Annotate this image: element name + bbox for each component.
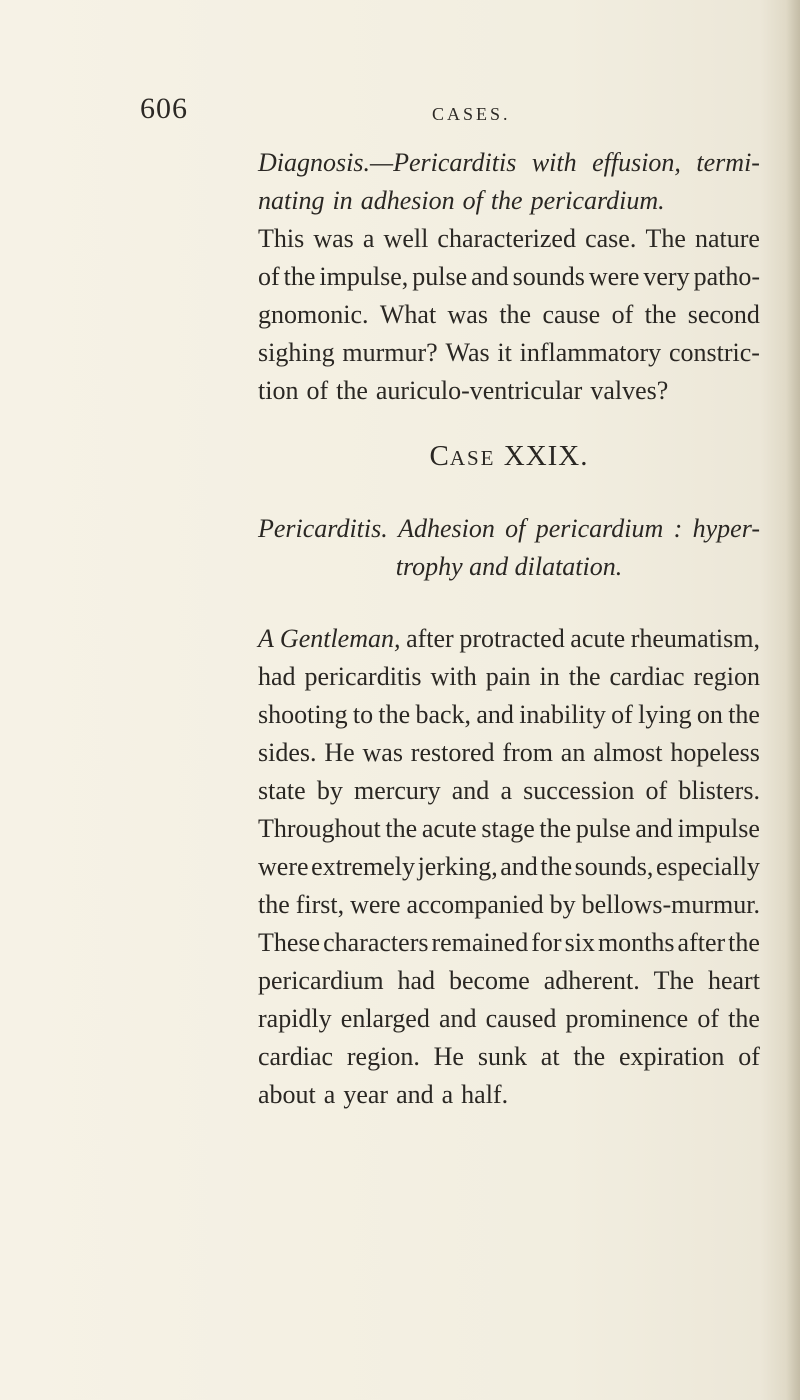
word: were <box>258 852 309 881</box>
word: Diagnosis.—Pericarditis <box>258 148 517 177</box>
word: inability <box>519 700 606 729</box>
word: case. <box>585 224 637 253</box>
text-line <box>258 372 760 410</box>
case-heading-numeral: XXIX. <box>503 440 589 472</box>
word: Adhesion <box>398 514 495 543</box>
word: This <box>258 224 305 253</box>
word: pericarditis <box>304 662 422 691</box>
word: rheumatism, <box>630 624 760 653</box>
word: first, <box>295 890 345 919</box>
word: murmur? <box>342 338 438 367</box>
case-subtitle <box>258 510 760 586</box>
text-line <box>258 620 760 658</box>
word: characters <box>323 928 429 957</box>
word: were <box>588 262 640 291</box>
word: Throughout <box>258 814 381 843</box>
word: sides. <box>258 738 317 767</box>
word: half. <box>461 1080 509 1109</box>
text-line <box>258 510 760 548</box>
word: the <box>728 1004 760 1033</box>
word: of <box>462 186 483 215</box>
word: after <box>406 624 454 653</box>
case-opening: A Gentleman, <box>258 624 401 653</box>
word: almost <box>593 738 663 767</box>
case-heading <box>258 440 760 473</box>
word: back, <box>415 700 472 729</box>
word: The <box>645 224 686 253</box>
text-line <box>258 886 760 924</box>
word: remained <box>431 928 529 957</box>
word: state <box>258 776 306 805</box>
word: from <box>502 738 553 767</box>
word: valves? <box>590 376 669 405</box>
word: of <box>738 1042 760 1071</box>
text-line <box>258 658 760 696</box>
word: stage <box>481 814 535 843</box>
word: a <box>500 776 512 805</box>
word: the <box>499 300 532 329</box>
word: on <box>696 700 723 729</box>
word: of <box>611 700 633 729</box>
word: were <box>350 890 401 919</box>
word: six <box>564 928 595 957</box>
word: and <box>396 1080 434 1109</box>
word: the <box>490 186 523 215</box>
word: patho- <box>693 262 760 291</box>
word: shooting <box>258 700 348 729</box>
word: of <box>645 776 668 805</box>
running-head <box>140 92 760 132</box>
word: protracted <box>459 624 565 653</box>
case-heading-smallcaps: ASE <box>449 446 496 470</box>
word: nating <box>258 186 325 215</box>
word: gnomonic. <box>258 300 369 329</box>
word: by <box>549 890 576 919</box>
word: tion <box>258 376 299 405</box>
word: with <box>430 662 477 691</box>
word: a <box>362 224 375 253</box>
word: restored <box>410 738 495 767</box>
text-line <box>258 1038 760 1076</box>
word: the <box>283 262 316 291</box>
word: lying <box>638 700 692 729</box>
word: region. <box>346 1042 420 1071</box>
word: He <box>433 1042 464 1071</box>
word: succession <box>523 776 635 805</box>
word: region <box>693 662 760 691</box>
word: the <box>378 700 411 729</box>
word: with <box>531 148 577 177</box>
word: and <box>471 262 509 291</box>
word: bellows-murmur. <box>581 890 760 919</box>
word: He <box>324 738 355 767</box>
word: caused <box>485 1004 557 1033</box>
word: very <box>643 262 690 291</box>
word: extremely <box>311 852 416 881</box>
word: well <box>383 224 429 253</box>
page-edge-shadow <box>786 0 800 1400</box>
word: pericardium <box>535 514 664 543</box>
word: cardiac <box>609 662 685 691</box>
word: pulse <box>575 814 631 843</box>
word: hopeless <box>670 738 760 767</box>
text-line <box>258 810 760 848</box>
text-line <box>258 258 760 296</box>
word: second <box>687 300 760 329</box>
text-line <box>258 144 760 182</box>
word: the <box>385 814 418 843</box>
word: pericardium. <box>530 186 665 215</box>
word: about <box>258 1080 316 1109</box>
word: sunk <box>477 1042 527 1071</box>
word: : <box>673 514 683 543</box>
word: the <box>644 300 677 329</box>
word: in <box>539 662 560 691</box>
word: termi- <box>696 148 760 177</box>
word: the <box>540 852 573 881</box>
word: of <box>306 376 329 405</box>
word: The <box>653 966 695 995</box>
word: in <box>332 186 353 215</box>
word: had <box>397 966 436 995</box>
word: become <box>448 966 530 995</box>
text-line <box>258 924 760 962</box>
word: pain <box>485 662 531 691</box>
word: accompanied <box>406 890 544 919</box>
word: to <box>352 700 374 729</box>
word: enlarged <box>340 1004 430 1033</box>
word: What <box>379 300 437 329</box>
page-number: 606 <box>140 92 188 125</box>
text-line <box>258 696 760 734</box>
word: pulse <box>412 262 468 291</box>
word: heart <box>707 966 760 995</box>
running-title: CASES. <box>432 104 511 124</box>
case-body-paragraph <box>258 620 760 1114</box>
word: jerking, <box>417 852 498 881</box>
word: the <box>728 928 760 957</box>
text-line <box>258 334 760 372</box>
word: of <box>258 262 280 291</box>
word: cause <box>542 300 601 329</box>
word: was <box>447 300 488 329</box>
word: the <box>336 376 368 405</box>
word: the <box>728 700 760 729</box>
word: sighing <box>258 338 335 367</box>
word: constric- <box>668 338 760 367</box>
word: blisters. <box>678 776 760 805</box>
word: sounds <box>512 262 585 291</box>
word: of <box>611 300 634 329</box>
word: hyper- <box>692 514 760 543</box>
word: characterized <box>437 224 576 253</box>
word: year <box>343 1080 389 1109</box>
word: was <box>362 738 403 767</box>
word: adherent. <box>543 966 640 995</box>
word: mercury <box>353 776 441 805</box>
word: an <box>560 738 586 767</box>
word: was <box>313 224 354 253</box>
word: the <box>573 1042 606 1071</box>
word: acute <box>570 624 626 653</box>
text-line <box>258 1076 760 1114</box>
word: cardiac <box>258 1042 334 1071</box>
diagnosis-paragraph <box>258 144 760 410</box>
word: and <box>451 776 490 805</box>
word: of <box>505 514 526 543</box>
word: adhesion <box>360 186 455 215</box>
word: effusion, <box>592 148 681 177</box>
word: months <box>597 928 675 957</box>
word: and <box>500 852 538 881</box>
text-line <box>258 848 760 886</box>
word: These <box>258 928 321 957</box>
word: nature <box>694 224 760 253</box>
word: acute <box>421 814 477 843</box>
text-line <box>258 1000 760 1038</box>
word: pericardium <box>258 966 384 995</box>
word: the <box>539 814 572 843</box>
word: a <box>441 1080 454 1109</box>
word: a <box>323 1080 336 1109</box>
word: impulse, <box>319 262 409 291</box>
word: at <box>540 1042 560 1071</box>
word: inflammatory <box>519 338 662 367</box>
word: and <box>438 1004 477 1033</box>
word: the <box>258 890 290 919</box>
word: impulse <box>677 814 760 843</box>
text-line <box>258 734 760 772</box>
word: auriculo-ventricular <box>375 376 583 405</box>
text-line <box>258 220 760 258</box>
word: the <box>568 662 601 691</box>
text-line <box>258 772 760 810</box>
word: for <box>531 928 562 957</box>
word: after <box>677 928 726 957</box>
text-line <box>258 962 760 1000</box>
text-line <box>258 296 760 334</box>
word: rapidly <box>258 1004 332 1033</box>
word: and <box>476 700 514 729</box>
word: had <box>258 662 296 691</box>
word: it <box>497 338 512 367</box>
word: by <box>316 776 343 805</box>
word: and <box>635 814 673 843</box>
text-line <box>258 548 760 586</box>
subtitle-line-2: trophy and dilatation. <box>395 552 623 581</box>
word: especially <box>655 852 760 881</box>
word: expiration <box>619 1042 725 1071</box>
case-heading-initial: C <box>429 440 450 472</box>
word: of <box>697 1004 720 1033</box>
text-line <box>258 182 760 220</box>
word: Pericarditis. <box>258 514 388 543</box>
word: prominence <box>565 1004 689 1033</box>
word: Was <box>445 338 490 367</box>
word: sounds, <box>574 852 654 881</box>
